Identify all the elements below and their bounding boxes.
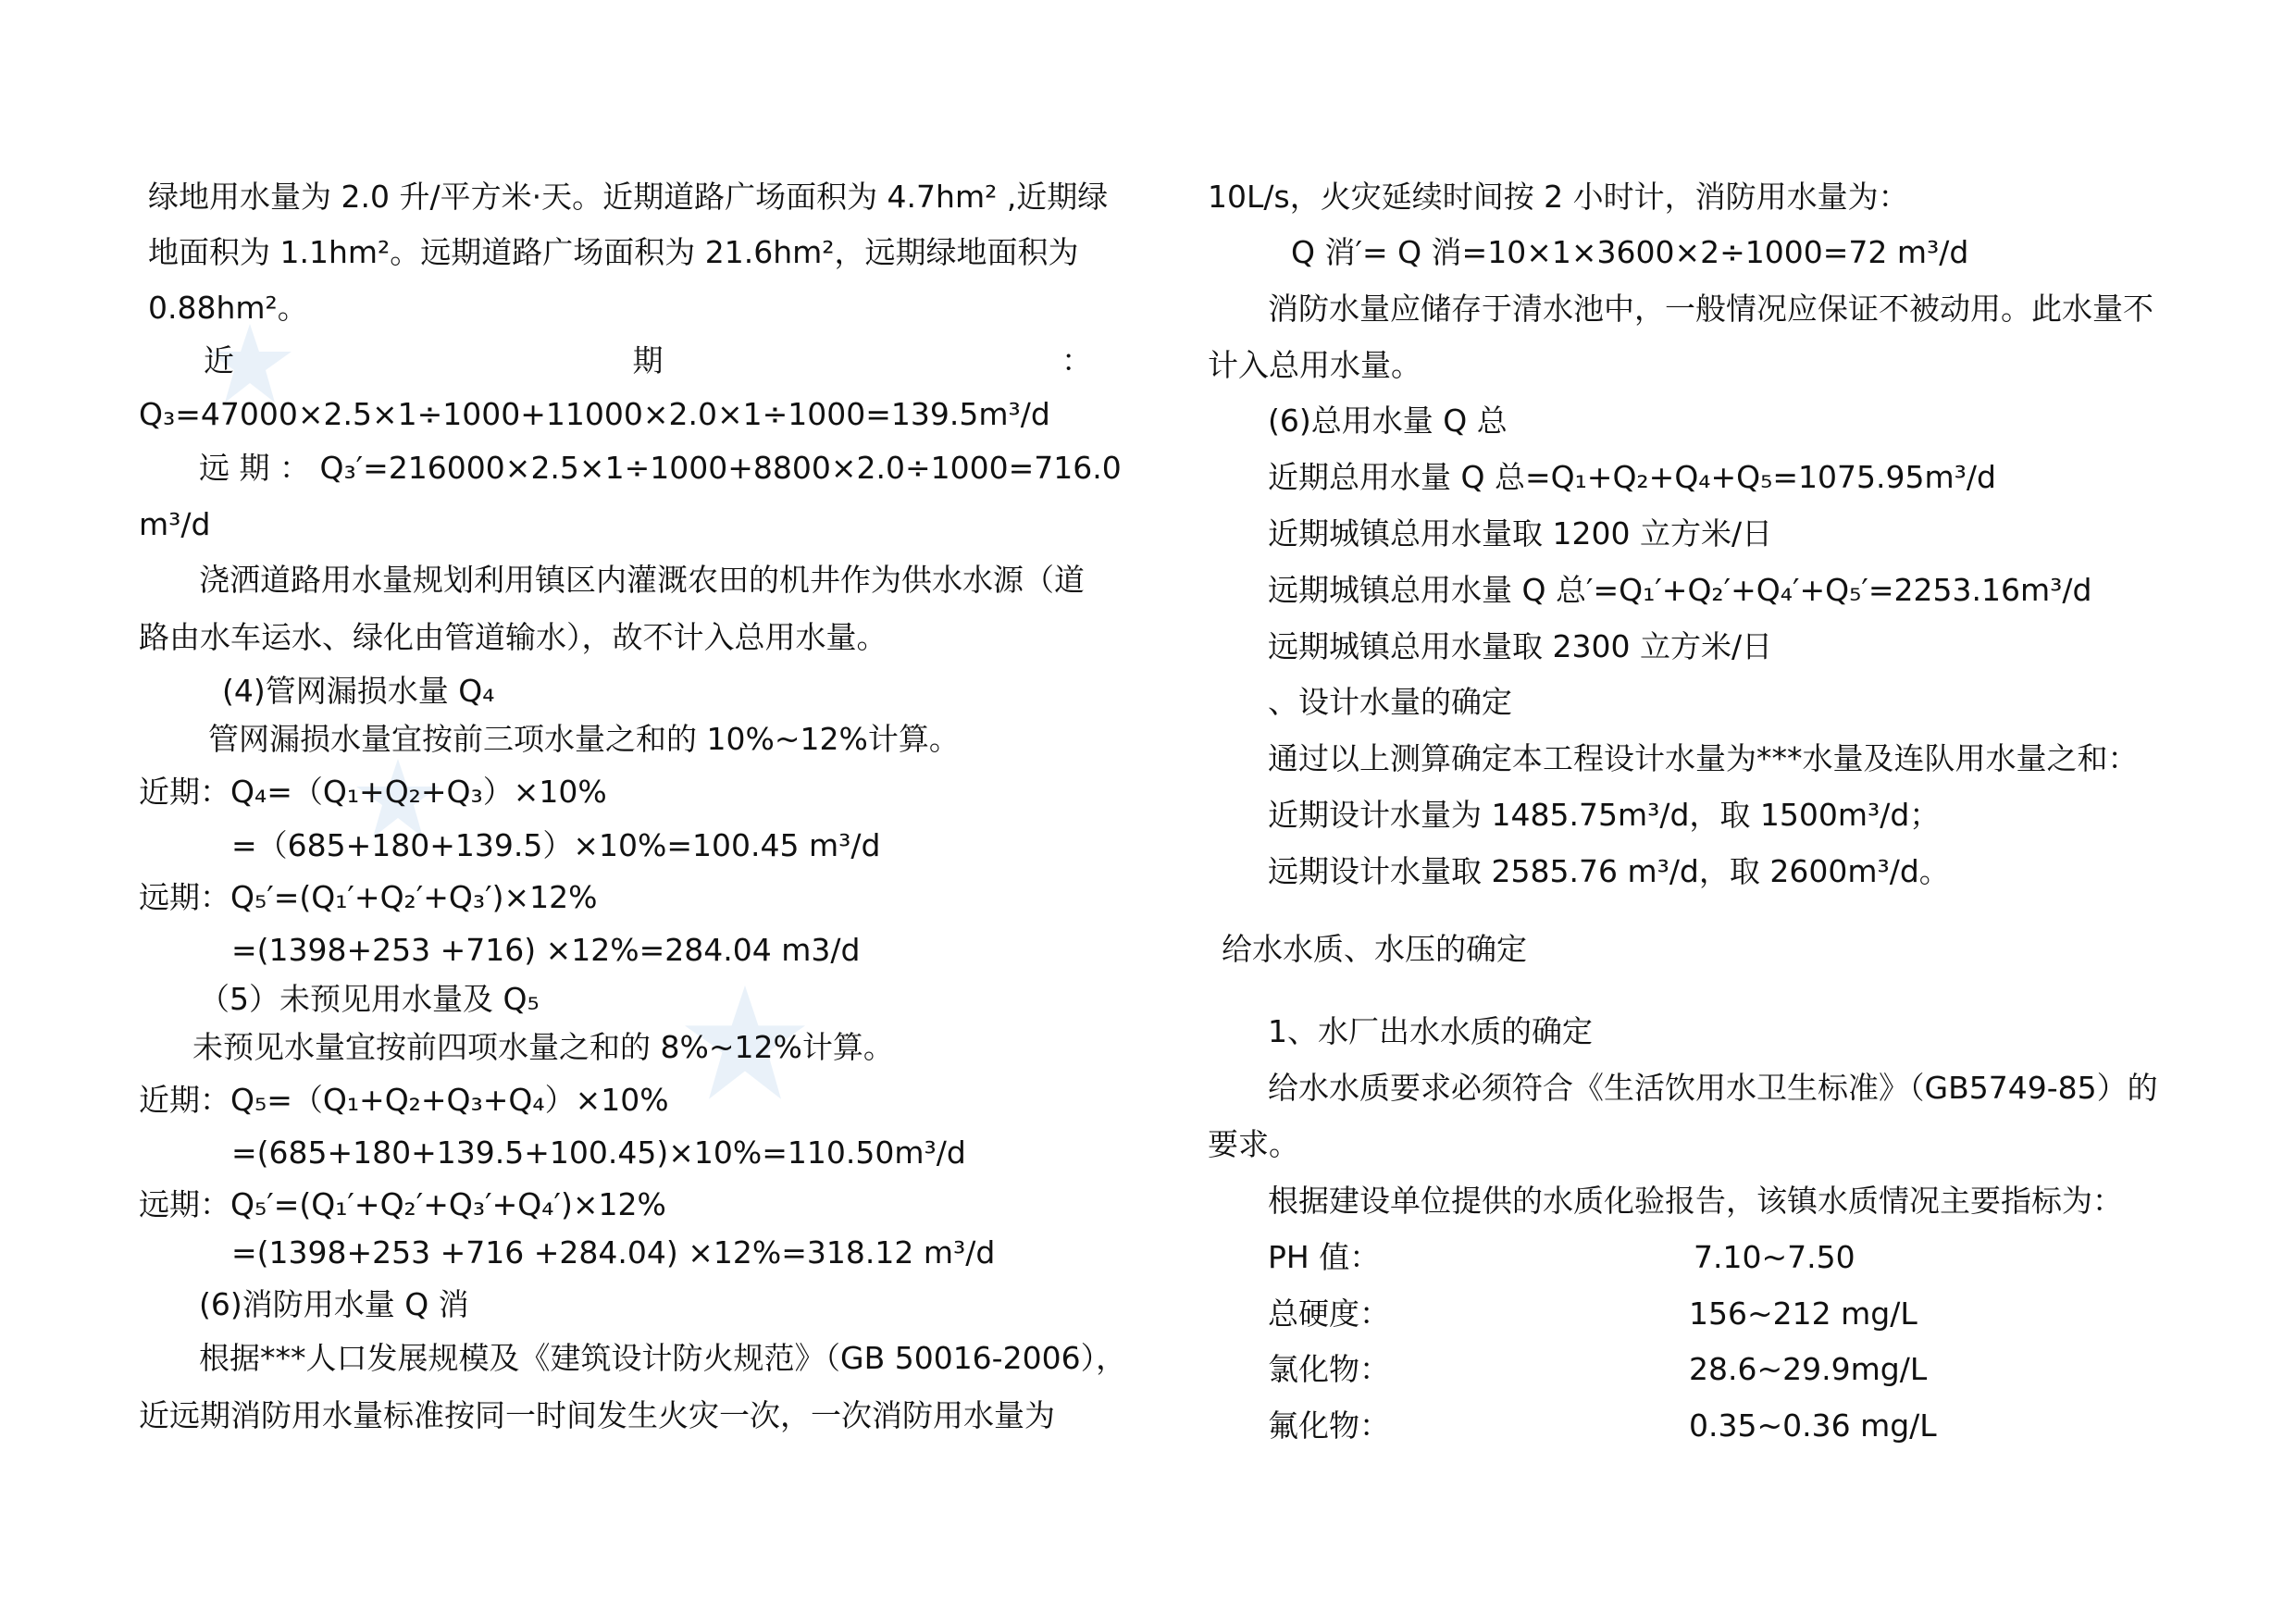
formula-fire-water: Q 消′= Q 消=10×1×3600×2÷1000=72 m³/d [1291,234,1969,270]
section-heading-total: (6)总用水量 Q 总 [1268,403,1508,439]
formula-q3-near: Q₃=47000×2.5×1÷1000+11000×2.0×1÷1000=139.5m³/d [139,396,1050,432]
paragraph-line: 绿地用水量为 2.0 升/平方米·天。近期道路广场面积为 4.7hm² ,近期绿 [148,179,1109,215]
near-term-label [204,341,1092,381]
formula-q4-far-calc: =(1398+253 +716) ×12%=284.04 m3/d [231,932,861,968]
section-heading-design: 、设计水量的确定 [1268,684,1512,720]
near-label-part: 期 [632,342,664,378]
paragraph-line: 根据***人口发展规模及《建筑设计防火规范》（GB 50016-2006）， [199,1340,1127,1376]
formula-q5-far-calc: =(1398+253 +716 +284.04) ×12%=318.12 m³/d [231,1234,996,1271]
paragraph-line: 0.88hm²。 [148,290,308,326]
paragraph-line: 计入总用水量。 [1208,347,1421,383]
formula-q3-far-unit: m³/d [139,506,211,542]
formula-q4-near-calc: =（685+180+139.5）×10%=100.45 m³/d [231,827,881,863]
paragraph-line: 地面积为 1.1hm²。远期道路广场面积为 21.6hm²，远期绿地面积为 [148,234,1079,270]
indicator-value: 7.10~7.50 [1694,1239,1855,1275]
paragraph-line: 浇洒道路用水量规划利用镇区内灌溉农田的机井作为供水水源（道 [199,562,1085,598]
paragraph-line: 消防水量应储存于清水池中，一般情况应保证不被动用。此水量不 [1268,291,2153,327]
indicator-value: 0.35~0.36 mg/L [1689,1407,1937,1444]
section-heading-q6: (6)消防用水量 Q 消 [199,1286,469,1322]
indicator-name: PH 值： [1268,1239,1381,1275]
indicator-value: 156~212 mg/L [1689,1295,1917,1332]
section-heading-q4: (4)管网漏损水量 Q₄ [222,673,495,709]
paragraph-line: 给水水质要求必须符合《生活饮用水卫生标准》（GB5749-85）的 [1268,1070,2158,1106]
paragraph-line: 路由水车运水、绿化由管道输水），故不计入总用水量。 [139,619,887,655]
section-heading-q5: （5）未预见用水量及 Q₅ [199,981,540,1017]
formula-total-near: 近期总用水量 Q 总=Q₁+Q₂+Q₄+Q₅=1075.95m³/d [1268,459,1996,495]
formula-q4-far: 远期：Q₅′=(Q₁′+Q₂′+Q₃′)×12% [139,879,598,915]
indicator-name: 氟化物： [1268,1407,1390,1444]
paragraph-line: 管网漏损水量宜按前三项水量之和的 10%~12%计算。 [208,721,960,757]
paragraph-line: 近远期消防用水量标准按同一时间发生火灾一次，一次消防用水量为 [139,1397,1055,1433]
paragraph-line: 通过以上测算确定本工程设计水量为***水量及连队用水量之和： [1268,740,2139,776]
formula-q5-far: 远期：Q₅′=(Q₁′+Q₂′+Q₃′+Q₄′)×12% [139,1186,666,1222]
paragraph-line: 近期城镇总用水量取 1200 立方米/日 [1268,515,1773,552]
paragraph-line: 根据建设单位提供的水质化验报告，该镇水质情况主要指标为： [1268,1183,2123,1219]
paragraph-line: 10L/s，火灾延续时间按 2 小时计，消防用水量为： [1208,179,1909,215]
formula-q4-near: 近期：Q₄=（Q₁+Q₂+Q₃）×10% [139,774,607,810]
indicator-name: 氯化物： [1268,1351,1390,1387]
indicator-name: 总硬度： [1268,1295,1390,1332]
paragraph-line: 未预见水量宜按前四项水量之和的 8%~12%计算。 [192,1029,894,1065]
paragraph-line: 远期设计水量取 2585.76 m³/d，取 2600m³/d。 [1268,853,1950,889]
near-label-part: 近 [204,342,234,378]
section-heading-plant: 1、水厂出水水质的确定 [1268,1013,1593,1049]
near-label-part: ： [1061,342,1092,378]
paragraph-line: 近期设计水量为 1485.75m³/d，取 1500m³/d； [1268,797,1941,833]
formula-q5-near: 近期：Q₅=（Q₁+Q₂+Q₃+Q₄）×10% [139,1082,669,1118]
section-heading-quality: 给水水质、水压的确定 [1222,931,1527,967]
formula-q3-far: 远 期 ： Q₃′=216000×2.5×1÷1000+8800×2.0÷1000=716.0 [199,450,1122,486]
formula-q5-near-calc: =(685+180+139.5+100.45)×10%=110.50m³/d [231,1134,966,1171]
formula-total-far: 远期城镇总用水量 Q 总′=Q₁′+Q₂′+Q₄′+Q₅′=2253.16m³/d [1268,572,2092,608]
paragraph-line: 要求。 [1208,1126,1299,1162]
indicator-value: 28.6~29.9mg/L [1689,1351,1928,1387]
paragraph-line: 远期城镇总用水量取 2300 立方米/日 [1268,628,1773,664]
